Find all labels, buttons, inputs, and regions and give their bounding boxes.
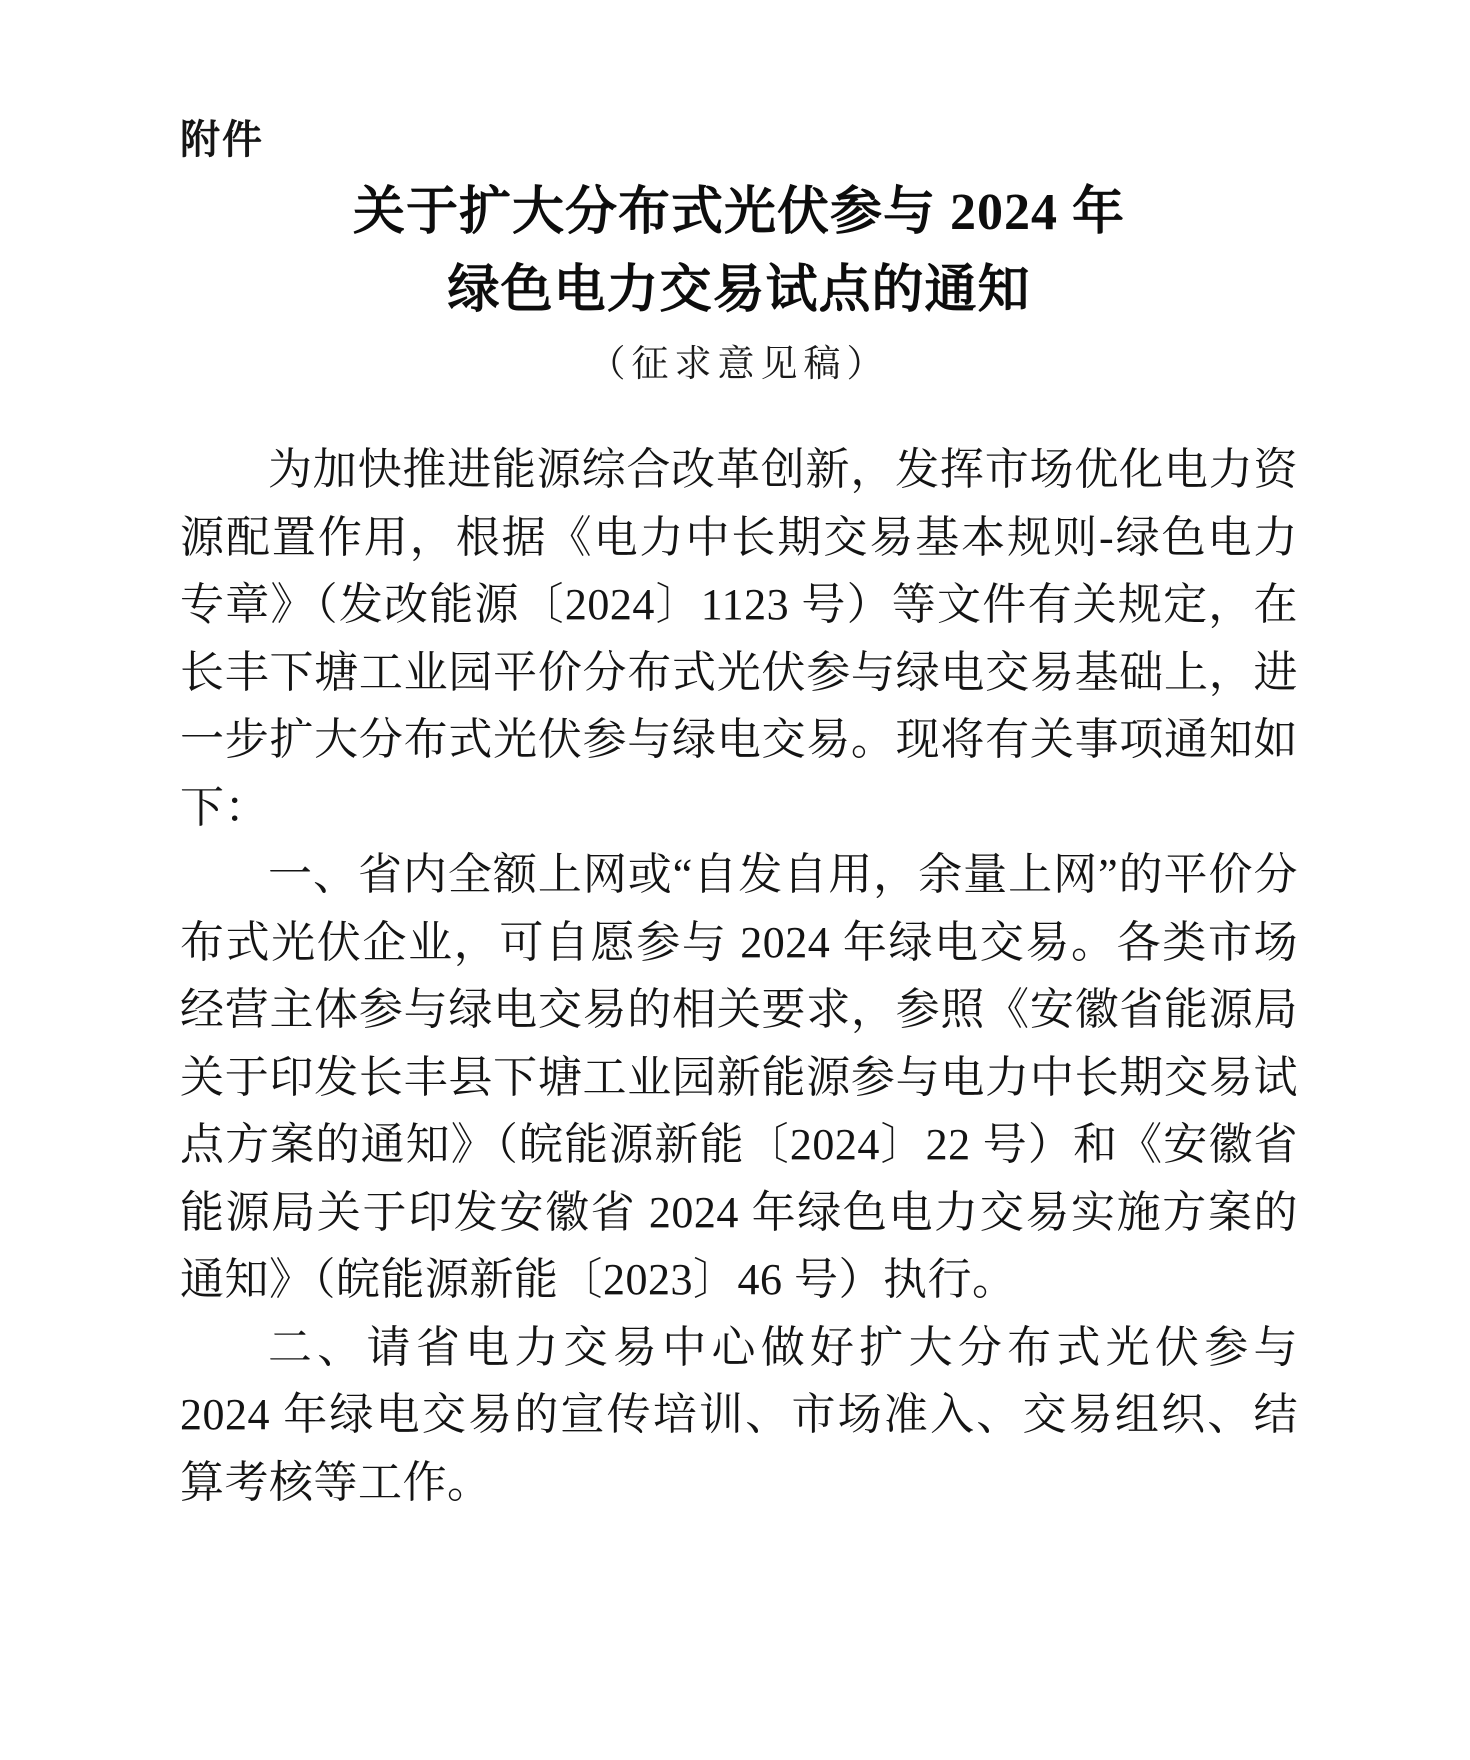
paragraph-intro: 为加快推进能源综合改革创新，发挥市场优化电力资源配置作用，根据《电力中长期交易基本规则-绿色电力专章》（发改能源〔2024〕1123 号）等文件有关规定，在长丰下塘工业园平价分布式光伏参与绿电交易基础上，进一步扩大分布式光伏参与绿电交易。现将有关事项通知如下： [180, 445, 1298, 832]
paragraph-item-one: 一、省内全额上网或“自发自用，余量上网”的平价分布式光伏企业，可自愿参与 2024 年绿电交易。各类市场经营主体参与绿电交易的相关要求，参照《安徽省能源局关于印发长丰县下塘工业园新能源参与电力中长期交易试点方案的通知》（皖能源新能〔2024〕22 号）和《安徽省能源局关于印发安徽省 2024 年绿色电力交易实施方案的通知》（皖能源新能〔2023〕46 号）执行。 [180, 850, 1298, 1304]
document-title-line-2: 绿色电力交易试点的通知 [447, 262, 1031, 319]
document-subtitle: （征求意见稿） [588, 344, 890, 385]
document-title [180, 174, 1298, 330]
attachment-label: 附件 [180, 118, 264, 162]
document-body [180, 436, 1298, 1516]
document-title-line-1: 关于扩大分布式光伏参与 2024 年 [352, 184, 1125, 241]
paragraph-item-two: 二、请省电力交易中心做好扩大分布式光伏参与 2024 年绿电交易的宣传培训、市场准入、交易组织、结算考核等工作。 [180, 1322, 1298, 1507]
